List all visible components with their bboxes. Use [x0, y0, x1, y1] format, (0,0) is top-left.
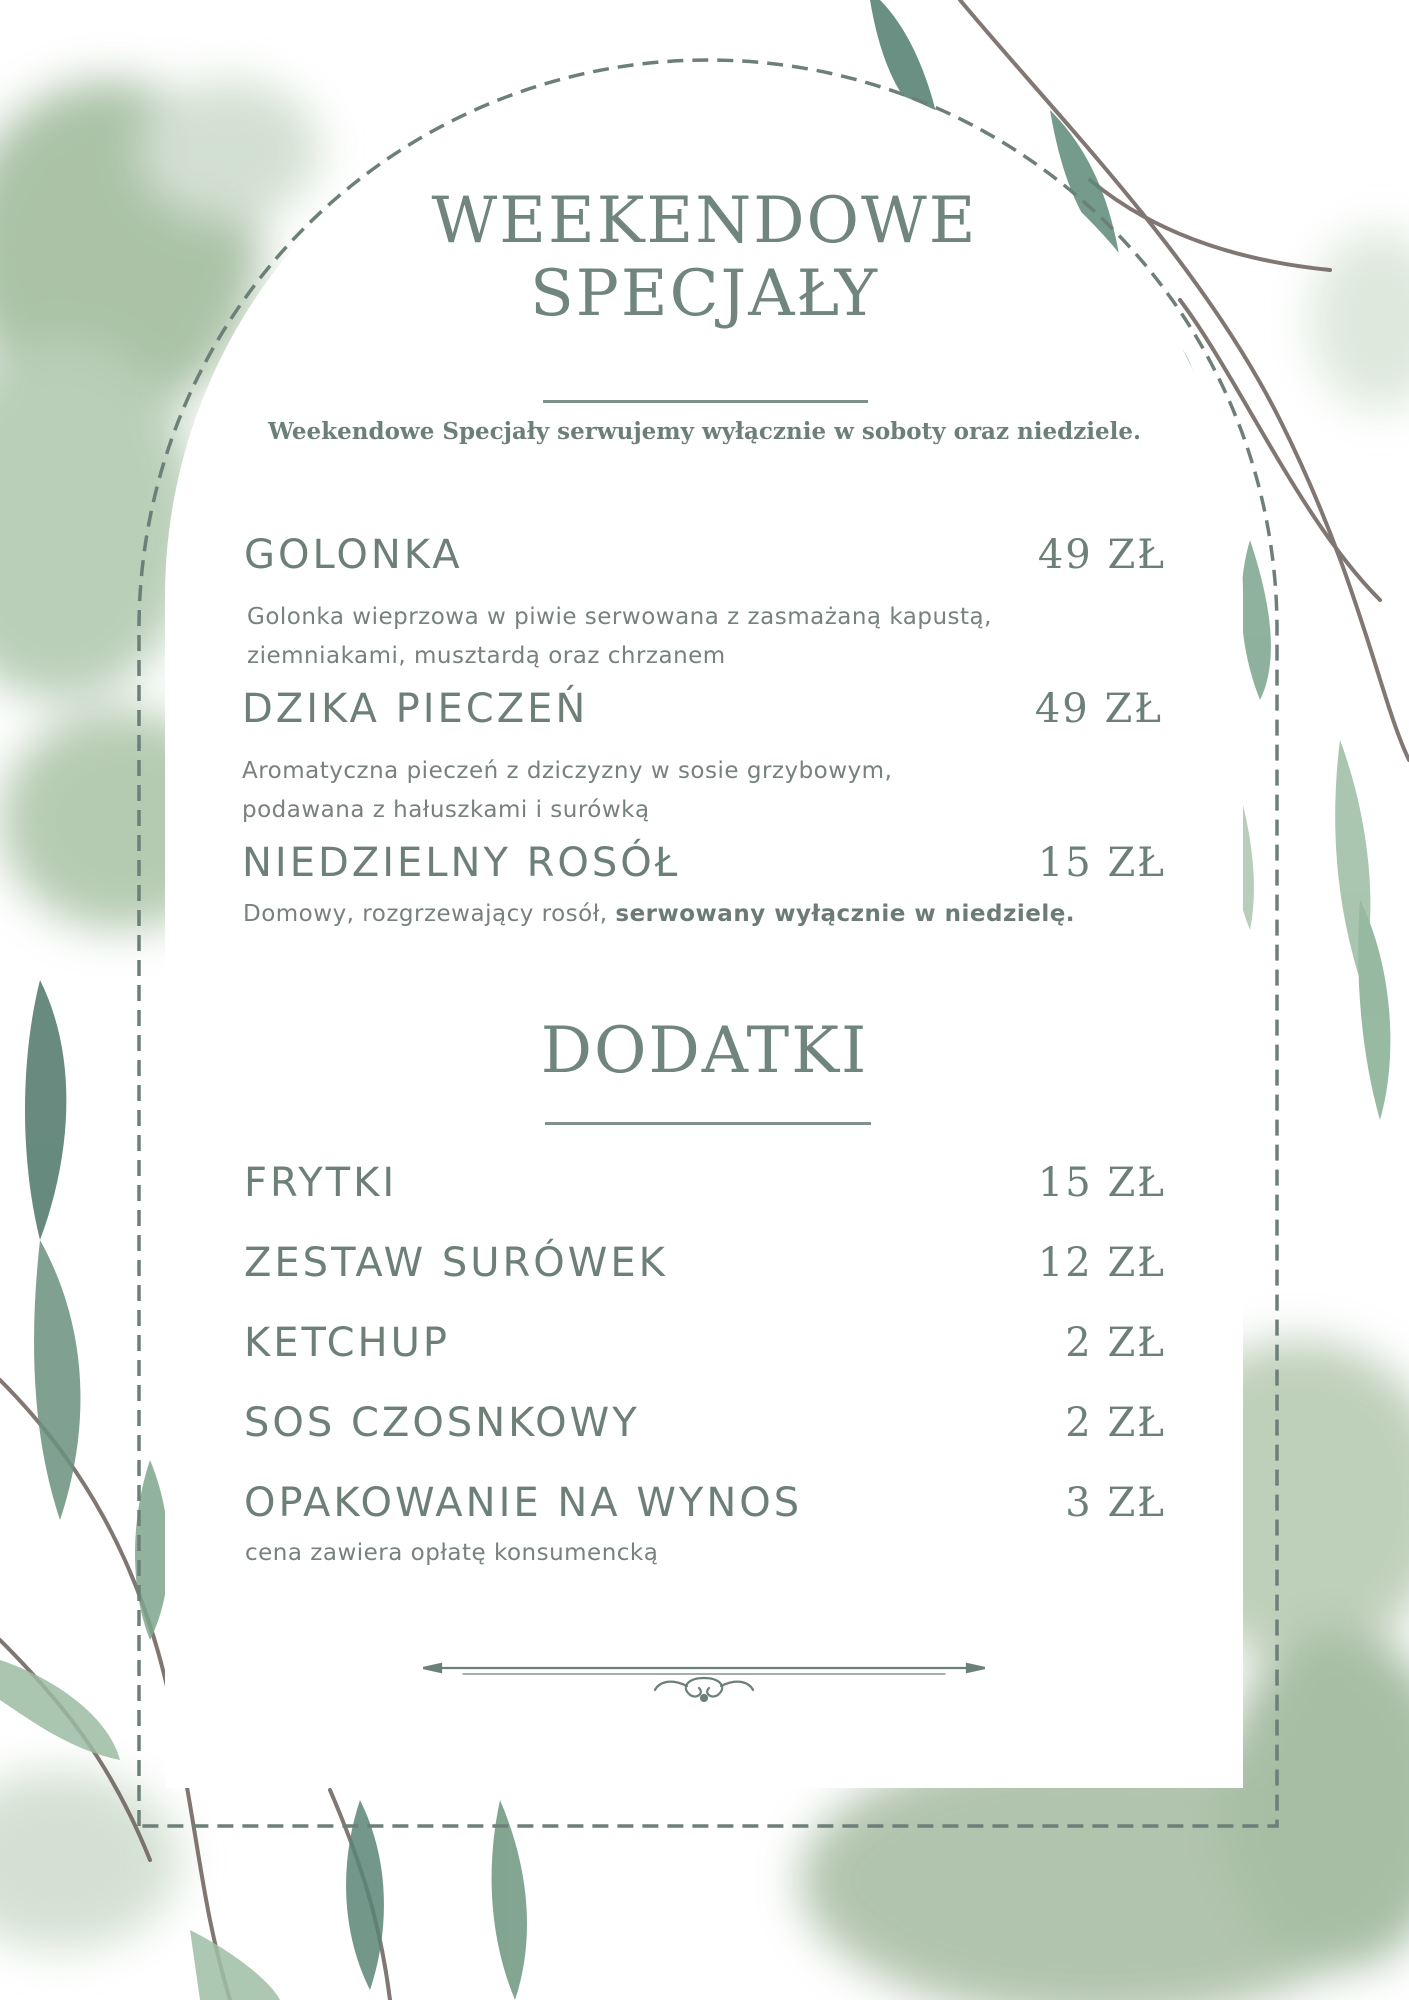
page-title: [0, 185, 1409, 331]
special-price-golonka: 49 ZŁ: [1037, 532, 1166, 578]
addons-divider: [545, 1122, 871, 1125]
page-title-line1: WEEKENDOWE: [431, 184, 978, 258]
special-price-niedzielny-rosol: 15 ZŁ: [1037, 840, 1166, 886]
ornament-divider-icon: [423, 1648, 985, 1710]
addon-name-zestaw-surowek: ZESTAW SURÓWEK: [244, 1240, 668, 1286]
addons-title: DODATKI: [540, 1014, 869, 1088]
addon-price-ketchup: 2 ZŁ: [1065, 1320, 1166, 1366]
special-desc-line: Golonka wieprzowa w piwie serwowana z zasmażaną kapustą,: [247, 604, 992, 630]
special-desc-bold: serwowany wyłącznie w niedzielę.: [615, 901, 1076, 927]
special-desc-dzika-pieczen: [242, 752, 892, 830]
addon-name-opakowanie: OPAKOWANIE NA WYNOS: [244, 1480, 803, 1526]
addon-price-sos-czosnkowy: 2 ZŁ: [1065, 1400, 1166, 1446]
special-name-golonka: GOLONKA: [244, 532, 463, 578]
addon-price-opakowanie: 3 ZŁ: [1065, 1480, 1166, 1526]
special-name-dzika-pieczen: DZIKA PIECZEŃ: [242, 686, 589, 732]
special-desc-golonka: [247, 598, 992, 676]
special-name-niedzielny-rosol: NIEDZIELNY ROSÓŁ: [242, 840, 681, 886]
special-desc-line: podawana z hałuszkami i surówką: [242, 797, 650, 823]
title-divider: [543, 400, 868, 403]
weekend-note: Weekendowe Specjały serwujemy wyłącznie w soboty oraz niedziele.: [267, 418, 1142, 445]
addon-note-opakowanie: cena zawiera opłatę konsumencką: [245, 1540, 659, 1566]
addon-name-frytki: FRYTKI: [244, 1160, 398, 1206]
special-desc-plain: Domowy, rozgrzewający rosół,: [243, 901, 616, 927]
special-desc-line: ziemniakami, musztardą oraz chrzanem: [247, 643, 726, 669]
addon-price-frytki: 15 ZŁ: [1037, 1160, 1166, 1206]
page-title-line2: SPECJAŁY: [529, 256, 880, 331]
addon-name-sos-czosnkowy: SOS CZOSNKOWY: [244, 1400, 640, 1446]
special-desc-line: Aromatyczna pieczeń z dziczyzny w sosie grzybowym,: [242, 758, 893, 784]
special-desc-niedzielny-rosol: [243, 895, 1075, 934]
special-price-dzika-pieczen: 49 ZŁ: [1034, 686, 1163, 732]
addon-price-zestaw-surowek: 12 ZŁ: [1037, 1240, 1166, 1286]
addon-name-ketchup: KETCHUP: [244, 1320, 450, 1366]
